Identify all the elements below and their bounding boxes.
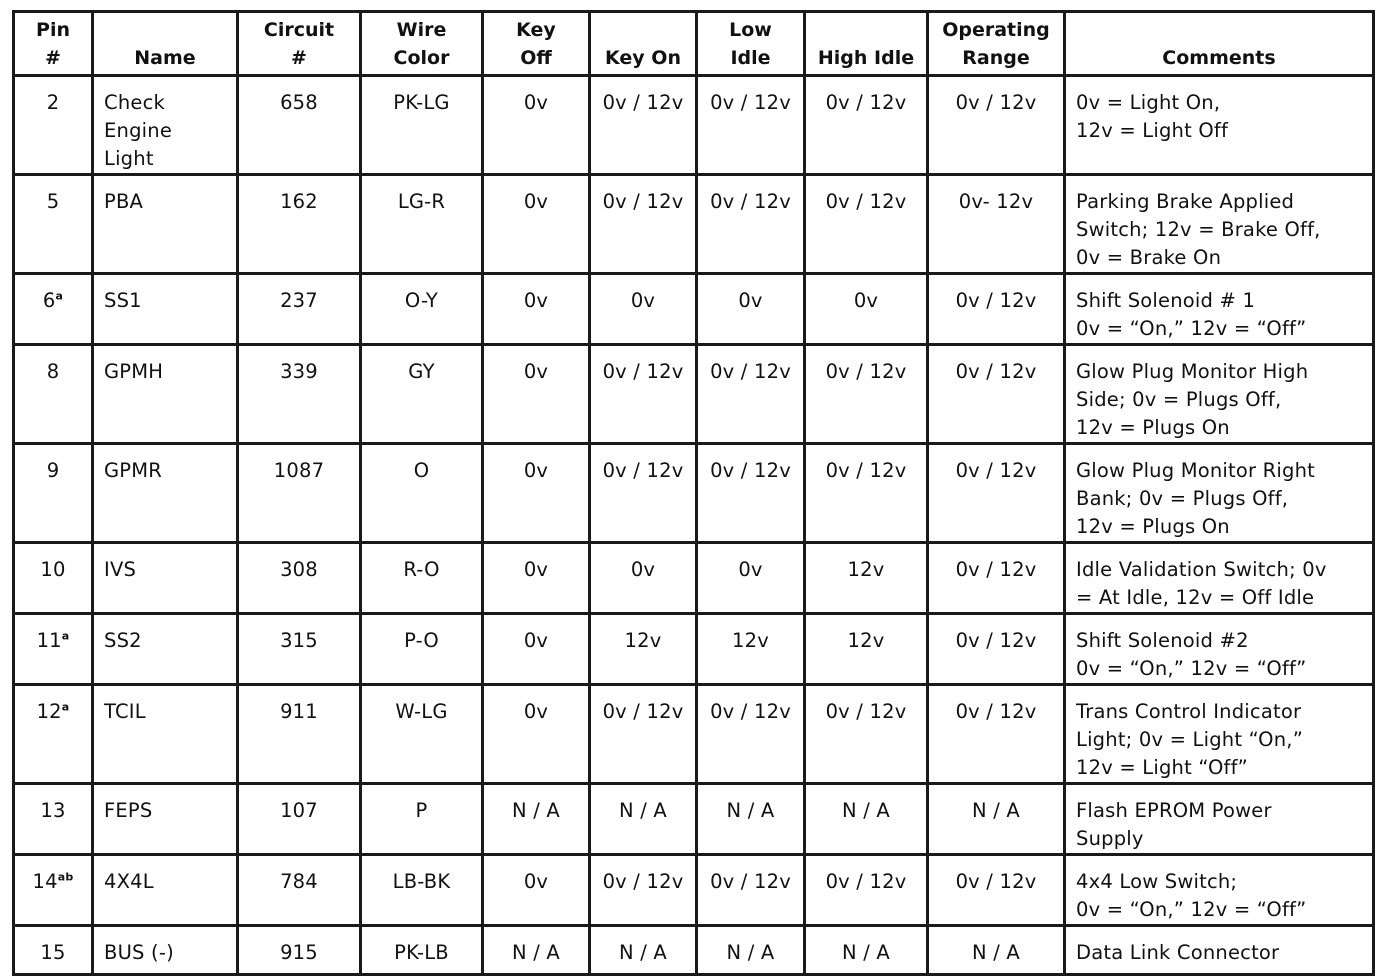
comment-line: 12v = Light “Off” (1076, 756, 1248, 779)
cell-comments (1065, 926, 1374, 975)
table-row (14, 274, 1374, 345)
cell-high-idle: 12v (805, 614, 928, 685)
cell-pin (14, 76, 93, 175)
comment-line: 0v = “On,” 12v = “Off” (1076, 317, 1307, 340)
name-line: GPMR (104, 459, 163, 482)
cell-pin (14, 175, 93, 274)
cell-low-idle: 0v / 12v (697, 685, 805, 784)
pin-number: 11 (36, 629, 62, 652)
comment-line: Glow Plug Monitor Right (1076, 459, 1315, 482)
pin-number: 14 (32, 870, 58, 893)
cell-low-idle: 0v / 12v (697, 855, 805, 926)
cell-wire-color: R-O (361, 543, 483, 614)
pin-voltage-table (12, 10, 1375, 976)
cell-key-off: 0v (483, 543, 590, 614)
header-low-idle: Low Idle (697, 12, 805, 76)
table-row (14, 543, 1374, 614)
cell-low-idle: N / A (697, 784, 805, 855)
cell-high-idle: N / A (805, 784, 928, 855)
pin-footnote-mark: a (61, 700, 70, 714)
pin-number: 13 (40, 799, 66, 822)
name-line: IVS (104, 558, 137, 581)
cell-low-idle: 12v (697, 614, 805, 685)
comment-line: Trans Control Indicator (1076, 700, 1302, 723)
pin-number: 5 (46, 190, 60, 213)
cell-low-idle: 0v (697, 543, 805, 614)
cell-low-idle: 0v (697, 274, 805, 345)
cell-pin (14, 784, 93, 855)
header-circuit: Circuit # (238, 12, 361, 76)
header-operating-range: Operating Range (928, 12, 1065, 76)
cell-operating-range: 0v- 12v (928, 175, 1065, 274)
header-high-idle: High Idle (805, 12, 928, 76)
comment-line: Switch; 12v = Brake Off, (1076, 218, 1321, 241)
cell-pin (14, 926, 93, 975)
table-row (14, 614, 1374, 685)
cell-wire-color: W-LG (361, 685, 483, 784)
comment-line: = At Idle, 12v = Off Idle (1076, 586, 1315, 609)
cell-comments (1065, 274, 1374, 345)
table-row (14, 784, 1374, 855)
header-key-off: Key Off (483, 12, 590, 76)
cell-comments (1065, 444, 1374, 543)
cell-key-on: 0v (590, 543, 697, 614)
comment-line: Flash EPROM Power (1076, 799, 1272, 822)
cell-key-on: 12v (590, 614, 697, 685)
cell-low-idle: 0v / 12v (697, 76, 805, 175)
name-line: TCIL (104, 700, 146, 723)
cell-comments (1065, 685, 1374, 784)
cell-pin (14, 345, 93, 444)
cell-operating-range: 0v / 12v (928, 614, 1065, 685)
cell-wire-color: PK-LB (361, 926, 483, 975)
cell-key-off: N / A (483, 926, 590, 975)
cell-high-idle: 0v (805, 274, 928, 345)
cell-name (93, 175, 238, 274)
cell-comments (1065, 175, 1374, 274)
table-row (14, 855, 1374, 926)
cell-key-on: N / A (590, 926, 697, 975)
cell-key-off: 0v (483, 614, 590, 685)
table-row (14, 76, 1374, 175)
cell-key-on: 0v / 12v (590, 175, 697, 274)
cell-operating-range: N / A (928, 784, 1065, 855)
cell-low-idle: 0v / 12v (697, 175, 805, 274)
cell-high-idle: 0v / 12v (805, 855, 928, 926)
cell-key-on: 0v / 12v (590, 76, 697, 175)
comment-line: 12v = Plugs On (1076, 515, 1230, 538)
cell-key-on: 0v / 12v (590, 855, 697, 926)
cell-wire-color: GY (361, 345, 483, 444)
pin-footnote-mark: a (61, 629, 70, 643)
name-line: SS2 (104, 629, 142, 652)
cell-operating-range: 0v / 12v (928, 76, 1065, 175)
cell-pin (14, 855, 93, 926)
comment-line: Shift Solenoid # 1 (1076, 289, 1256, 312)
comment-line: Light; 0v = Light “On,” (1076, 728, 1303, 751)
name-line: GPMH (104, 360, 164, 383)
cell-comments (1065, 784, 1374, 855)
cell-comments (1065, 345, 1374, 444)
cell-operating-range: 0v / 12v (928, 345, 1065, 444)
header-name: Name (93, 12, 238, 76)
cell-name (93, 614, 238, 685)
table-row (14, 175, 1374, 274)
cell-pin (14, 614, 93, 685)
cell-key-off: N / A (483, 784, 590, 855)
pin-footnote-mark: a (55, 289, 64, 303)
header-wire-color: Wire Color (361, 12, 483, 76)
header-key-on: Key On (590, 12, 697, 76)
cell-wire-color: P-O (361, 614, 483, 685)
cell-operating-range: 0v / 12v (928, 685, 1065, 784)
cell-key-on: 0v / 12v (590, 345, 697, 444)
name-line: Light (104, 147, 154, 170)
name-line: FEPS (104, 799, 153, 822)
name-line: 4X4L (104, 870, 154, 893)
cell-high-idle: N / A (805, 926, 928, 975)
cell-low-idle: N / A (697, 926, 805, 975)
cell-key-off: 0v (483, 444, 590, 543)
cell-key-on: 0v (590, 274, 697, 345)
name-line: Engine (104, 119, 173, 142)
pin-footnote-mark: ab (57, 870, 74, 884)
cell-key-off: 0v (483, 685, 590, 784)
cell-circuit: 915 (238, 926, 361, 975)
cell-wire-color: LG-R (361, 175, 483, 274)
cell-circuit: 658 (238, 76, 361, 175)
cell-comments (1065, 614, 1374, 685)
cell-high-idle: 0v / 12v (805, 345, 928, 444)
cell-key-off: 0v (483, 76, 590, 175)
pin-number: 6 (42, 289, 56, 312)
name-line: Check (104, 91, 165, 114)
cell-name (93, 685, 238, 784)
comment-line: 0v = “On,” 12v = “Off” (1076, 657, 1307, 680)
pin-number: 15 (40, 941, 66, 964)
cell-comments (1065, 855, 1374, 926)
table-row (14, 444, 1374, 543)
cell-key-off: 0v (483, 345, 590, 444)
table-row (14, 345, 1374, 444)
header-pin: Pin # (14, 12, 93, 76)
cell-high-idle: 0v / 12v (805, 685, 928, 784)
cell-comments (1065, 76, 1374, 175)
comment-line: Bank; 0v = Plugs Off, (1076, 487, 1289, 510)
name-line: BUS (-) (104, 941, 174, 964)
comment-line: Glow Plug Monitor High (1076, 360, 1309, 383)
header-row (14, 12, 1374, 76)
cell-circuit: 339 (238, 345, 361, 444)
comment-line: Idle Validation Switch; 0v (1076, 558, 1327, 581)
cell-high-idle: 12v (805, 543, 928, 614)
table-row (14, 685, 1374, 784)
cell-key-on: 0v / 12v (590, 685, 697, 784)
cell-low-idle: 0v / 12v (697, 345, 805, 444)
cell-name (93, 345, 238, 444)
pin-number: 12 (36, 700, 62, 723)
cell-operating-range: 0v / 12v (928, 444, 1065, 543)
cell-pin (14, 543, 93, 614)
cell-wire-color: PK-LG (361, 76, 483, 175)
table-row (14, 926, 1374, 975)
cell-circuit: 784 (238, 855, 361, 926)
cell-circuit: 315 (238, 614, 361, 685)
cell-key-on: 0v / 12v (590, 444, 697, 543)
comment-line: Side; 0v = Plugs Off, (1076, 388, 1282, 411)
cell-operating-range: 0v / 12v (928, 855, 1065, 926)
cell-circuit: 911 (238, 685, 361, 784)
cell-wire-color: O-Y (361, 274, 483, 345)
comment-line: 4x4 Low Switch; (1076, 870, 1238, 893)
pin-number: 8 (46, 360, 60, 383)
cell-high-idle: 0v / 12v (805, 76, 928, 175)
comment-line: 0v = Brake On (1076, 246, 1222, 269)
comment-line: 12v = Light Off (1076, 119, 1229, 142)
cell-operating-range: 0v / 12v (928, 543, 1065, 614)
cell-key-off: 0v (483, 855, 590, 926)
cell-wire-color: LB-BK (361, 855, 483, 926)
comment-line: Shift Solenoid #2 (1076, 629, 1249, 652)
cell-key-off: 0v (483, 175, 590, 274)
cell-name (93, 784, 238, 855)
cell-circuit: 107 (238, 784, 361, 855)
pin-number: 9 (46, 459, 60, 482)
cell-comments (1065, 543, 1374, 614)
header-comments: Comments (1065, 12, 1374, 76)
cell-name (93, 926, 238, 975)
cell-circuit: 162 (238, 175, 361, 274)
cell-key-off: 0v (483, 274, 590, 345)
cell-wire-color: P (361, 784, 483, 855)
name-line: SS1 (104, 289, 142, 312)
cell-low-idle: 0v / 12v (697, 444, 805, 543)
cell-name (93, 274, 238, 345)
cell-circuit: 308 (238, 543, 361, 614)
cell-pin (14, 274, 93, 345)
comment-line: 0v = Light On, (1076, 91, 1221, 114)
pin-number: 2 (46, 91, 60, 114)
comment-line: Supply (1076, 827, 1144, 850)
cell-high-idle: 0v / 12v (805, 175, 928, 274)
cell-high-idle: 0v / 12v (805, 444, 928, 543)
cell-operating-range: N / A (928, 926, 1065, 975)
cell-circuit: 1087 (238, 444, 361, 543)
cell-wire-color: O (361, 444, 483, 543)
cell-pin (14, 685, 93, 784)
cell-key-on: N / A (590, 784, 697, 855)
cell-name (93, 543, 238, 614)
name-line: PBA (104, 190, 144, 213)
comment-line: Data Link Connector (1076, 941, 1280, 964)
cell-pin (14, 444, 93, 543)
comment-line: 12v = Plugs On (1076, 416, 1230, 439)
pin-number: 10 (40, 558, 66, 581)
cell-name (93, 444, 238, 543)
comment-line: 0v = “On,” 12v = “Off” (1076, 898, 1307, 921)
cell-name (93, 76, 238, 175)
cell-operating-range: 0v / 12v (928, 274, 1065, 345)
cell-circuit: 237 (238, 274, 361, 345)
comment-line: Parking Brake Applied (1076, 190, 1295, 213)
cell-name (93, 855, 238, 926)
